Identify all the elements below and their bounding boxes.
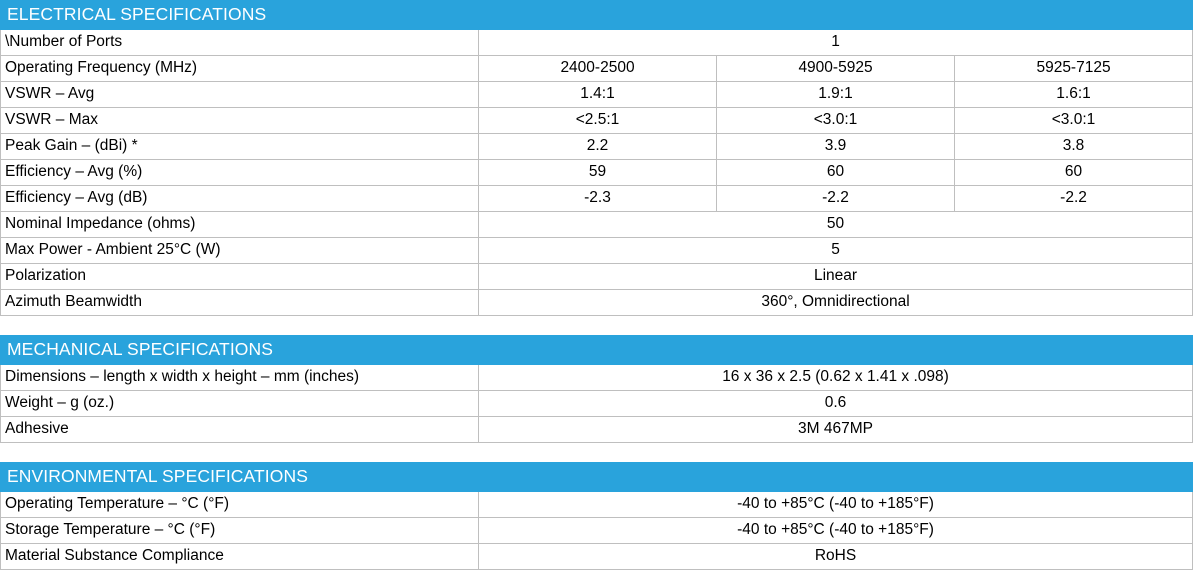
spec-label: Adhesive — [1, 417, 479, 443]
spec-table — [0, 335, 1193, 443]
table-row — [1, 212, 1193, 238]
spec-label: Efficiency – Avg (dB) — [1, 186, 479, 212]
section-title: ENVIRONMENTAL SPECIFICATIONS — [1, 463, 1193, 492]
spec-value: -40 to +85°C (-40 to +185°F) — [479, 518, 1193, 544]
spec-value: 60 — [717, 160, 955, 186]
table-row — [1, 238, 1193, 264]
table-row — [1, 134, 1193, 160]
table-row — [1, 391, 1193, 417]
spec-label: VSWR – Avg — [1, 82, 479, 108]
spec-value: 5 — [479, 238, 1193, 264]
table-row — [1, 160, 1193, 186]
spec-label: Operating Frequency (MHz) — [1, 56, 479, 82]
spec-label: Storage Temperature – °C (°F) — [1, 518, 479, 544]
spec-table — [0, 462, 1193, 570]
section-title: ELECTRICAL SPECIFICATIONS — [1, 1, 1193, 30]
spec-label: Material Substance Compliance — [1, 544, 479, 570]
spec-value: -2.2 — [955, 186, 1193, 212]
spec-value: 0.6 — [479, 391, 1193, 417]
section-header-row — [1, 336, 1193, 365]
spec-value: 3.9 — [717, 134, 955, 160]
spec-label: Operating Temperature – °C (°F) — [1, 492, 479, 518]
table-row — [1, 492, 1193, 518]
table-row — [1, 518, 1193, 544]
table-row — [1, 186, 1193, 212]
table-row — [1, 544, 1193, 570]
spec-value: -2.2 — [717, 186, 955, 212]
spec-value: 1 — [479, 30, 1193, 56]
section-title: MECHANICAL SPECIFICATIONS — [1, 336, 1193, 365]
spec-label: \Number of Ports — [1, 30, 479, 56]
spec-value: 60 — [955, 160, 1193, 186]
spec-value: 16 x 36 x 2.5 (0.62 x 1.41 x .098) — [479, 365, 1193, 391]
spec-label: Weight – g (oz.) — [1, 391, 479, 417]
table-row — [1, 290, 1193, 316]
spec-value: 1.6:1 — [955, 82, 1193, 108]
spec-value: 3.8 — [955, 134, 1193, 160]
spec-value: <2.5:1 — [479, 108, 717, 134]
spec-label: Max Power - Ambient 25°C (W) — [1, 238, 479, 264]
section-header-row — [1, 1, 1193, 30]
section-spacer — [0, 443, 1192, 462]
section-spacer — [0, 316, 1192, 335]
table-row — [1, 30, 1193, 56]
spec-label: Efficiency – Avg (%) — [1, 160, 479, 186]
spec-value: 59 — [479, 160, 717, 186]
spec-value: 2400-2500 — [479, 56, 717, 82]
table-row — [1, 82, 1193, 108]
spec-label: Peak Gain – (dBi) * — [1, 134, 479, 160]
spec-value: 4900-5925 — [717, 56, 955, 82]
spec-value: 50 — [479, 212, 1193, 238]
section-header-row — [1, 463, 1193, 492]
spec-value: Linear — [479, 264, 1193, 290]
table-row — [1, 108, 1193, 134]
spec-value: 360°, Omnidirectional — [479, 290, 1193, 316]
table-row — [1, 264, 1193, 290]
spec-value: 2.2 — [479, 134, 717, 160]
spec-value: -2.3 — [479, 186, 717, 212]
spec-value: 1.9:1 — [717, 82, 955, 108]
table-row — [1, 417, 1193, 443]
spec-value: <3.0:1 — [717, 108, 955, 134]
spec-value: RoHS — [479, 544, 1193, 570]
spec-label: VSWR – Max — [1, 108, 479, 134]
spec-value: 5925-7125 — [955, 56, 1193, 82]
spec-value: 1.4:1 — [479, 82, 717, 108]
spec-label: Nominal Impedance (ohms) — [1, 212, 479, 238]
table-row — [1, 365, 1193, 391]
spec-value: 3M 467MP — [479, 417, 1193, 443]
spec-label: Dimensions – length x width x height – mm (inches) — [1, 365, 479, 391]
spec-value: -40 to +85°C (-40 to +185°F) — [479, 492, 1193, 518]
table-row — [1, 56, 1193, 82]
spec-label: Azimuth Beamwidth — [1, 290, 479, 316]
spec-label: Polarization — [1, 264, 479, 290]
spec-value: <3.0:1 — [955, 108, 1193, 134]
